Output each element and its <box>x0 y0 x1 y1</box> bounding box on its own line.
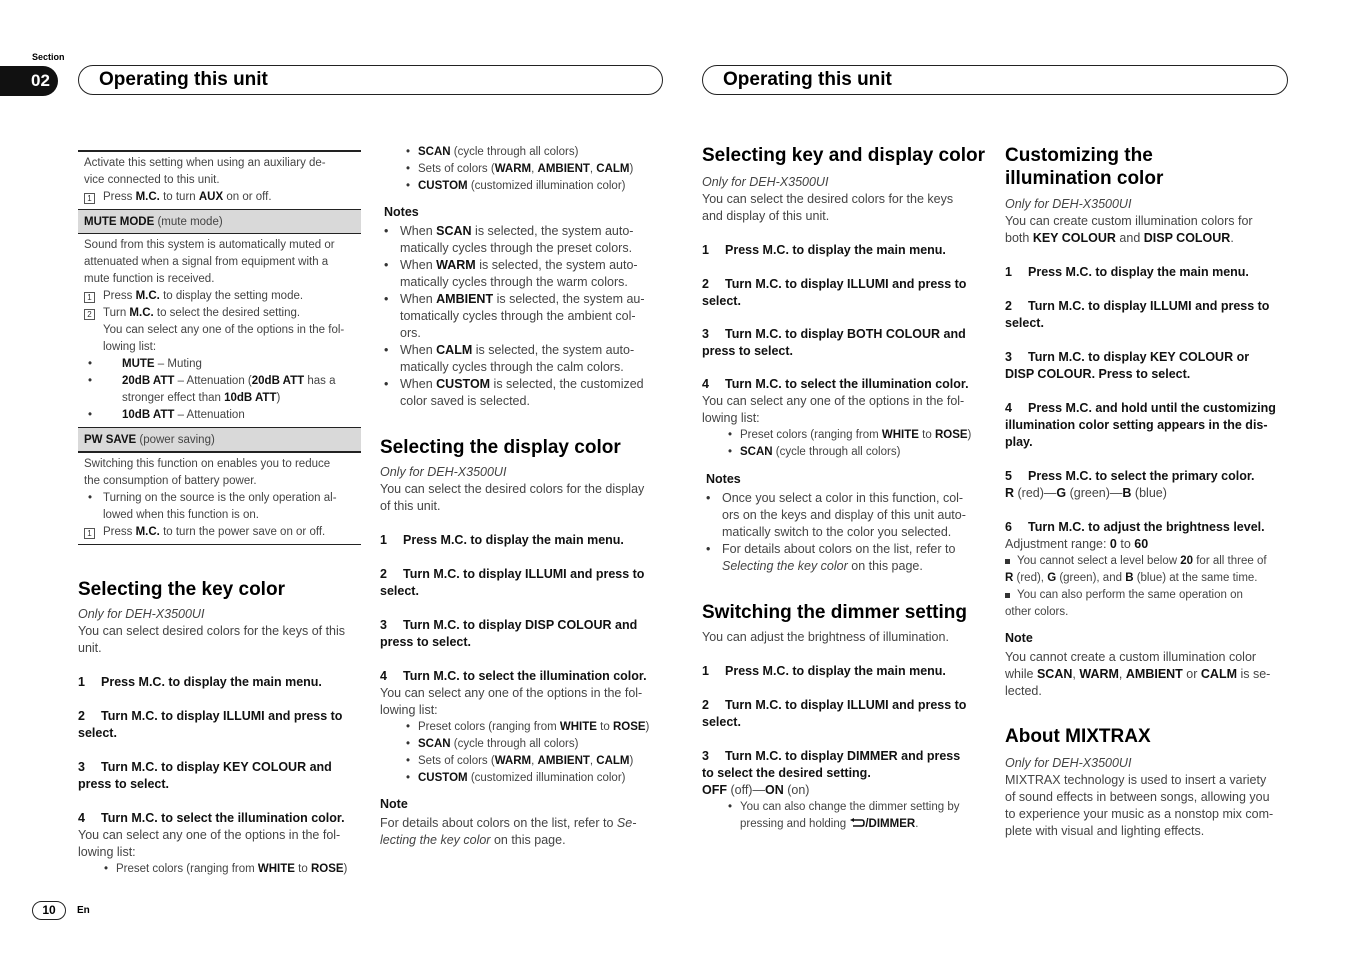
section-title: Selecting the key color <box>78 579 285 600</box>
text-line: lected. <box>1005 684 1042 698</box>
note-heading: Note <box>1005 631 1033 645</box>
step-1: 1 Press M.C. to display the main menu. <box>702 243 946 257</box>
step-3: 3 Turn M.C. to display KEY COLOUR or <box>1005 350 1250 364</box>
step-4: 4 Turn M.C. to select the illumination color. <box>380 669 647 683</box>
note-item: • When AMBIENT is selected, the system au- <box>380 291 663 308</box>
step-3: 3 Turn M.C. to display BOTH COLOUR and <box>702 327 966 341</box>
text-line: of this unit. <box>380 499 441 513</box>
pw-save-description <box>78 453 361 541</box>
step-box-1: 1 <box>84 292 95 303</box>
model-note: Only for DEH-X3500UI <box>380 465 507 479</box>
divider <box>78 544 361 546</box>
text-line: play. <box>1005 435 1033 449</box>
page-number: 10 <box>32 901 66 920</box>
step-6: 6 Turn M.C. to adjust the brightness level. <box>1005 520 1265 534</box>
header-title-left: Operating this unit <box>78 65 663 95</box>
step-3: 3 Turn M.C. to display KEY COLOUR and <box>78 760 332 774</box>
language-label: En <box>77 905 90 916</box>
note-item: • Once you select a color in this function, col- <box>702 490 987 507</box>
text-line: Activate this setting when using an auxiliary de- <box>84 156 326 169</box>
aux-description <box>78 152 361 206</box>
option-item: • Preset colors (ranging from WHITE to ROSE) <box>702 427 987 444</box>
note-item: • For details about colors on the list, refer to <box>702 541 987 558</box>
text-line: You can select any one of the options in the fol- <box>702 394 965 408</box>
text-line: For details about colors on the list, refer to Se- <box>380 816 637 830</box>
text-line: while SCAN, WARM, AMBIENT or CALM is se- <box>1005 667 1271 681</box>
text-line: lecting the key color on this page. <box>380 833 566 847</box>
option-item: • Preset colors (ranging from WHITE to ROSE) <box>78 861 361 878</box>
step-1: 1 Press M.C. to display the main menu. <box>702 664 946 678</box>
aux-step: 1 Press M.C. to turn AUX on or off. <box>84 189 361 206</box>
text-line: lowing list: <box>380 703 438 717</box>
text-line: both KEY COLOUR and DISP COLOUR. <box>1005 231 1234 245</box>
text-line: plete with visual and lighting effects. <box>1005 824 1205 838</box>
step-2: 2 Turn M.C. to display ILLUMI and press to <box>702 698 967 712</box>
note-item: • When SCAN is selected, the system auto- <box>380 223 663 240</box>
option-item: • Preset colors (ranging from WHITE to ROSE) <box>380 719 663 736</box>
step-1: 1 Press M.C. to display the main menu. <box>1005 265 1249 279</box>
step-2: 2 Turn M.C. to display ILLUMI and press to <box>380 567 645 581</box>
text-line: matically cycles through the warm colors. <box>400 275 628 289</box>
option-item: • SCAN (cycle through all colors) <box>702 444 987 461</box>
column-4 <box>1005 144 1290 700</box>
option-item: • CUSTOM (customized illumination color) <box>380 770 663 787</box>
text-line: tomatically cycles through the ambient col- <box>400 309 636 323</box>
text-line: lowing list: <box>702 411 760 425</box>
text-line: matically switch to the color you selected. <box>722 525 952 539</box>
text-line: lowed when this function is on. <box>103 508 259 521</box>
text-line: You can create custom illumination colors for <box>1005 214 1253 228</box>
notes-heading: Notes <box>384 205 419 219</box>
step-1: 1 Press M.C. to display the main menu. <box>78 675 322 689</box>
column-3 <box>702 144 987 575</box>
option-item: • CUSTOM (customized illumination color) <box>380 178 663 195</box>
text-line: MIXTRAX technology is used to insert a variety <box>1005 773 1267 787</box>
model-note: Only for DEH-X3500UI <box>1005 756 1132 770</box>
text-line: press to select. <box>702 344 794 358</box>
text-line: You can select any one of the options in the fol- <box>78 828 341 842</box>
bullet-item: • You can also change the dimmer setting by <box>702 799 987 816</box>
text-line: select. <box>1005 316 1044 330</box>
back-arrow-icon <box>849 817 865 827</box>
header-title-right: Operating this unit <box>702 65 1288 95</box>
mute-mode-description <box>78 234 361 424</box>
text-line: Switching this function on enables you to reduce <box>84 457 331 470</box>
text-line: lowing list: <box>78 845 136 859</box>
dimmer-values: OFF (off)—ON (on) <box>702 783 810 797</box>
text-line: You can adjust the brightness of illumination. <box>702 630 949 644</box>
model-note: Only for DEH-X3500UI <box>78 607 205 621</box>
pw-step: 1 Press M.C. to turn the power save on or off. <box>84 524 361 541</box>
pw-save-heading: PW SAVE (power saving) <box>78 427 361 451</box>
adjustment-range: Adjustment range: 0 to 60 <box>1005 537 1149 551</box>
bullet-item: • Turning on the source is the only operation al- <box>84 490 361 507</box>
text-line: matically cycles through the preset colors. <box>400 241 633 255</box>
section-label: Section <box>32 52 65 62</box>
text-line: Selecting the key color on this page. <box>722 559 923 573</box>
text-line: You can select desired colors for the keys of this <box>78 624 346 638</box>
display-color-section <box>380 436 663 849</box>
dimmer-section <box>702 601 987 833</box>
text-line: the consumption of battery power. <box>84 474 257 487</box>
text-line: vice connected to this unit. <box>84 173 220 186</box>
text-line: lowing list: <box>103 341 157 353</box>
primary-colors: R (red)—G (green)—B (blue) <box>1005 486 1167 500</box>
text-line: to select the desired setting. <box>702 766 871 780</box>
text-line: ors. <box>400 326 421 340</box>
option-item: • Sets of colors (WARM, AMBIENT, CALM) <box>380 753 663 770</box>
step-3: 3 Turn M.C. to display DISP COLOUR and <box>380 618 638 632</box>
text-line: You cannot create a custom illumination color <box>1005 650 1257 664</box>
text-line: ors on the keys and display of this unit auto- <box>722 508 966 522</box>
bullet-item: You cannot select a level below 20 for all three of <box>1005 553 1290 570</box>
text-line: select. <box>702 294 741 308</box>
note-heading: Note <box>380 797 408 811</box>
text-line: select. <box>380 584 419 598</box>
text-line: You can select any one of the options in the fol- <box>103 324 345 336</box>
section-title: Selecting the display color <box>380 437 621 458</box>
text-line: press to select. <box>78 777 170 791</box>
text-line: select. <box>702 715 741 729</box>
text-line: matically cycles through the calm colors. <box>400 360 624 374</box>
mute-step-2: 2 Turn M.C. to select the desired setting. <box>84 305 361 322</box>
step-5: 5 Press M.C. to select the primary color. <box>1005 469 1255 483</box>
option-item: • Sets of colors (WARM, AMBIENT, CALM) <box>380 161 663 178</box>
text-line: to experience your music as a nonstop mix com- <box>1005 807 1274 821</box>
text-line: pressing and holding /DIMMER. <box>740 818 919 830</box>
section-title-line-1: Customizing the <box>1005 145 1153 166</box>
text-line: You can select the desired colors for the display <box>380 482 645 496</box>
step-2: 2 Turn M.C. to display ILLUMI and press to <box>1005 299 1270 313</box>
text-line: R (red), G (green), and B (blue) at the same time. <box>1005 572 1258 584</box>
text-line: illumination color setting appears in the dis- <box>1005 418 1268 432</box>
step-2: 2 Turn M.C. to display ILLUMI and press to <box>78 709 343 723</box>
mute-mode-heading: MUTE MODE (mute mode) <box>78 209 361 233</box>
mute-option: • MUTE – Muting <box>84 356 361 373</box>
bullet-item: You can also perform the same operation on <box>1005 587 1290 604</box>
column-1 <box>78 150 361 545</box>
text-line: You can select any one of the options in the fol- <box>380 686 643 700</box>
text-line: other colors. <box>1005 606 1069 618</box>
step-4: 4 Turn M.C. to select the illumination color. <box>702 377 969 391</box>
model-note: Only for DEH-X3500UI <box>1005 197 1132 211</box>
section-title: Selecting key and display color <box>702 145 985 166</box>
text-line: and display of this unit. <box>702 209 830 223</box>
text-line: Sound from this system is automatically muted or <box>84 239 335 251</box>
step-box-1: 1 <box>84 528 95 539</box>
section-title: About MIXTRAX <box>1005 726 1151 747</box>
text-line: of sound effects in between songs, allowing you <box>1005 790 1270 804</box>
mute-option: • 10dB ATT – Attenuation <box>84 407 361 424</box>
mixtrax-section <box>1005 725 1290 840</box>
mute-option: • 20dB ATT – Attenuation (20dB ATT has a <box>84 373 361 390</box>
step-box-2: 2 <box>84 309 95 320</box>
note-item: • When WARM is selected, the system auto- <box>380 257 663 274</box>
option-item: • SCAN (cycle through all colors) <box>380 144 663 161</box>
text-line: You can select the desired colors for the keys <box>702 192 954 206</box>
notes-heading: Notes <box>706 472 741 486</box>
text-line: stronger effect than 10dB ATT) <box>122 392 281 404</box>
text-line: mute function is received. <box>84 273 215 285</box>
step-1: 1 Press M.C. to display the main menu. <box>380 533 624 547</box>
step-box-1: 1 <box>84 193 95 204</box>
text-line: DISP COLOUR. Press to select. <box>1005 367 1191 381</box>
text-line: press to select. <box>380 635 472 649</box>
step-3: 3 Turn M.C. to display DIMMER and press <box>702 749 961 763</box>
key-color-section <box>78 578 361 878</box>
option-item: • SCAN (cycle through all colors) <box>380 736 663 753</box>
text-line: select. <box>78 726 117 740</box>
section-title-line-2: illumination color <box>1005 168 1164 189</box>
text-line: color saved is selected. <box>400 394 530 408</box>
mute-step-1: 1 Press M.C. to display the setting mode. <box>84 288 361 305</box>
step-2: 2 Turn M.C. to display ILLUMI and press to <box>702 277 967 291</box>
step-4: 4 Press M.C. and hold until the customizing <box>1005 401 1276 415</box>
section-number-badge: 02 <box>0 66 58 96</box>
section-title: Switching the dimmer setting <box>702 602 967 623</box>
text-line: attenuated when a signal from equipment with a <box>84 256 329 268</box>
model-note: Only for DEH-X3500UI <box>702 175 829 189</box>
column-2 <box>380 144 663 410</box>
note-item: • When CALM is selected, the system auto- <box>380 342 663 359</box>
text-line: unit. <box>78 641 102 655</box>
note-item: • When CUSTOM is selected, the customized <box>380 376 663 393</box>
step-4: 4 Turn M.C. to select the illumination color. <box>78 811 345 825</box>
